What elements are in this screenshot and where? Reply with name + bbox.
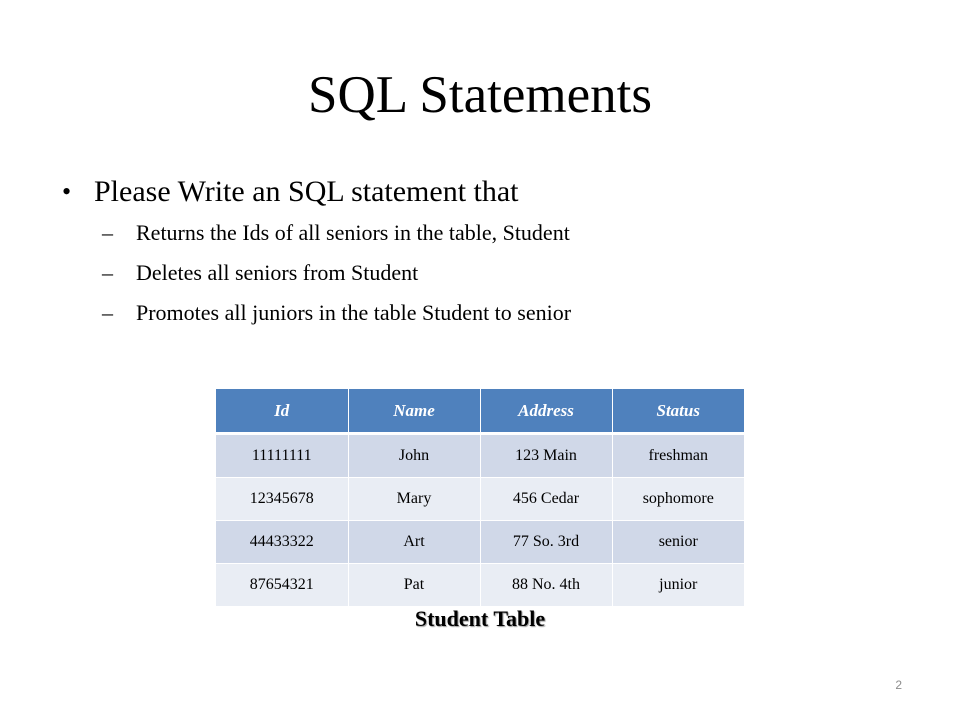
cell-name: Mary (348, 478, 480, 521)
cell-name: John (348, 434, 480, 478)
table-caption: Student Table (414, 606, 546, 631)
slide-number: 2 (895, 678, 902, 692)
table-row (216, 521, 744, 564)
cell-name: Pat (348, 564, 480, 607)
column-header-id: Id (216, 389, 348, 434)
cell-address: 77 So. 3rd (480, 521, 612, 564)
slide-content (62, 172, 922, 338)
cell-status: sophomore (612, 478, 744, 521)
student-table (216, 389, 744, 607)
cell-address: 88 No. 4th (480, 564, 612, 607)
cell-status: junior (612, 564, 744, 607)
cell-id: 87654321 (216, 564, 348, 607)
cell-id: 44433322 (216, 521, 348, 564)
main-bullet-text: Please Write an SQL statement that (94, 175, 519, 208)
table-row (216, 434, 744, 478)
sub-bullet-list (62, 218, 922, 328)
cell-address: 123 Main (480, 434, 612, 478)
cell-status: senior (612, 521, 744, 564)
column-header-name: Name (348, 389, 480, 434)
sub-bullet (62, 298, 922, 328)
sub-bullet (62, 218, 922, 248)
main-bullet (62, 172, 922, 212)
sub-bullet (62, 258, 922, 288)
cell-address: 456 Cedar (480, 478, 612, 521)
table-header-row (216, 389, 744, 434)
column-header-status: Status (612, 389, 744, 434)
cell-name: Art (348, 521, 480, 564)
dash-icon: – (102, 300, 113, 325)
sub-bullet-text: Promotes all juniors in the table Student to senior (136, 300, 572, 325)
sub-bullet-text: Deletes all seniors from Student (136, 260, 419, 285)
bullet-icon: • (62, 177, 72, 206)
sub-bullet-text: Returns the Ids of all seniors in the table, Student (136, 220, 570, 245)
table-row (216, 478, 744, 521)
dash-icon: – (102, 220, 113, 245)
dash-icon: – (102, 260, 113, 285)
table-row (216, 564, 744, 607)
slide-title: SQL Statements (308, 66, 652, 124)
column-header-address: Address (480, 389, 612, 434)
cell-status: freshman (612, 434, 744, 478)
cell-id: 12345678 (216, 478, 348, 521)
cell-id: 11111111 (216, 434, 348, 478)
